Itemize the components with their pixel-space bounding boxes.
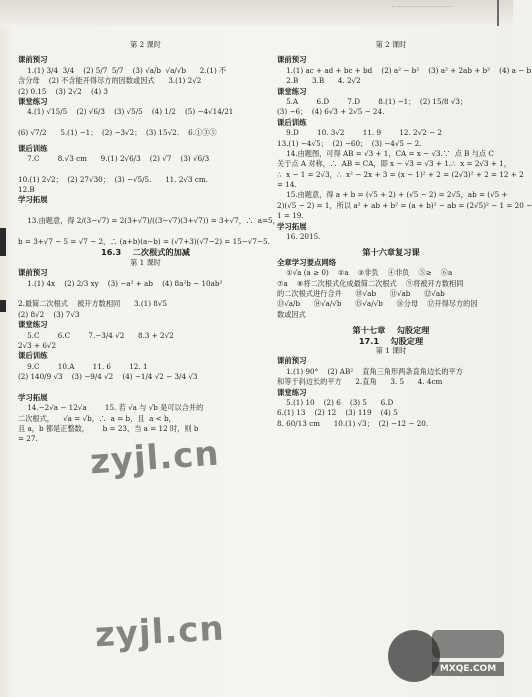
answer-line: 7.C 8.√3 cm 9.(1) 2√6/3 (2) √7 (3) √6/3 xyxy=(18,153,210,163)
section-heading: 课前预习 xyxy=(18,268,48,278)
answer-line: 且 a，b 都是正整数， b = 23，当 a = 12 时，则 b xyxy=(18,424,199,434)
answer-line: 二次根式， √a = √b，∴ a = b，且 a < b， xyxy=(18,413,176,423)
watermark-top: zyjl.cn xyxy=(88,433,221,483)
answer-line: 13.(1) −4√5； (2) −60； (3) −4√5 − 2. xyxy=(277,138,422,148)
chapter-title: 第十七章 勾股定理 xyxy=(352,325,430,336)
page-top-shadow xyxy=(0,0,513,26)
chapter-title: 16.3 二次根式的加减 xyxy=(101,247,190,258)
answer-line: 2)(√5 − 2) = 1，所以 a² + ab + b² = (a + b)² − ab = (2√5)² − 1 = 20 − xyxy=(277,200,532,210)
answer-line xyxy=(18,206,273,216)
answer-line: 2.最简二次根式 被开方数相同 3.(1) 8√5 xyxy=(18,299,168,309)
answer-line: 9.D 10. 3√2 11. 9 12. 2√2 − 2 xyxy=(277,128,442,138)
section-heading: 课堂练习 xyxy=(277,387,307,397)
answer-line xyxy=(18,289,273,299)
answer-line: 1.(1) 4x (2) 2/3 xy (3) −a² + ab (4) 8a²b − 10ab² xyxy=(18,278,223,288)
answer-line: 第 2 课时 xyxy=(130,40,161,49)
answer-line xyxy=(18,164,273,174)
answer-line: 第 1 课时 xyxy=(375,345,407,355)
section-heading: 课后训练 xyxy=(18,351,48,361)
answer-line: ⑦a ⑧将二次根式化成最简二次根式 ⑨将被开方数相同 xyxy=(277,278,464,288)
section-heading: 课堂练习 xyxy=(18,96,48,106)
binding-line xyxy=(497,0,499,26)
seal-text: MXQE.COM xyxy=(432,662,504,676)
watermark-bottom: zyjl.cn xyxy=(94,608,226,656)
answer-line xyxy=(18,383,273,393)
answer-line: 5.C 6.C 7.−3/4 √2 8.3 + 2√2 xyxy=(18,330,174,340)
answer-line: 16. 2015. xyxy=(277,232,321,242)
answer-line: (2) 140/9 √3 (3) −9/4 √2 (4) −1/4 √2 − 3/4 √3 xyxy=(18,372,198,382)
answer-line: 的二次根式进行合并 ⑩√ab ⑪√ab ⑫√ab xyxy=(277,288,445,298)
answer-line: = 27. xyxy=(18,434,38,444)
answer-line: ⑬√a/b ⑭√a/√b ⑮√a/√b ⑯分母 ⑰开得尽方的因 xyxy=(277,299,478,309)
answer-line: 4.(1) √15/5 (2) √6/3 (3) √5/5 (4) 1/2 (5) −4√14/21 xyxy=(18,107,234,117)
chapter-title: 第十六章复习课 xyxy=(362,247,420,258)
answer-column-left xyxy=(18,40,280,445)
answer-line: 数或因式 xyxy=(277,309,306,319)
answer-line xyxy=(18,227,273,237)
answer-line: 第 1 课时 xyxy=(130,257,161,267)
answer-line: 15.由题意，得 a + b = (√5 + 2) + (√5 − 2) = 2√5，ab = (√5 + xyxy=(277,190,508,200)
left-edge-mark xyxy=(0,228,6,256)
answer-line: 9.C 10.A 11. 6 12. 1 xyxy=(18,361,148,371)
section-heading: 课前预习 xyxy=(277,55,307,65)
answer-line: 8. 60/13 cm 10.(1) √3； (2) −12 − 20. xyxy=(277,418,429,428)
answer-line: 第 2 课时 xyxy=(375,40,407,49)
chapter-title: 17.1 勾股定理 xyxy=(358,335,424,346)
answer-line: ∴ x − 1 = 2√3，∴ x² − 2x + 3 = (x − 1)² + 2 = (2√3)² + 2 = 12 + 2 xyxy=(277,169,524,179)
answer-line: 1.(1) ac + ad + bc + bd (2) a² − b² (3) a² + 2ab + b² (4) a − b xyxy=(277,65,532,75)
section-heading: 学习拓展 xyxy=(18,392,48,402)
faint-marks xyxy=(392,6,452,17)
answer-line: ①√a (a ≥ 0) ②a ③非负 ④非负 ⑤≥ ⑥a xyxy=(277,268,453,278)
section-heading: 课后训练 xyxy=(18,143,48,153)
answer-line xyxy=(18,118,273,128)
left-edge-mark xyxy=(0,300,6,312)
answer-line: 6.(1) 13 (2) 12 (3) 119 (4) 5 xyxy=(277,408,398,418)
watermark-seal xyxy=(388,622,508,688)
section-heading: 课堂练习 xyxy=(277,86,307,96)
answer-line: 1 = 19. xyxy=(277,211,304,221)
answer-line: (3) −6； (4) 6√3 + 2√5 − 24. xyxy=(277,107,385,117)
seal-block xyxy=(432,630,504,658)
answer-line: 2.B 3.B 4. 2√2 xyxy=(277,76,361,86)
answer-column-right xyxy=(277,40,532,429)
answer-line: 13.由题意，得 2/(3−√7) = 2(3+√7)/((3−√7)(3+√7)) = 3+√7，∴ a=5， xyxy=(18,216,280,226)
section-heading: 全章学习要点网络 xyxy=(277,257,337,267)
answer-line: 10.(1) 2√2； (2) 27√30； (3) −√5/5. 11. 2√3 cm. xyxy=(18,174,208,184)
section-heading: 课前预习 xyxy=(277,356,307,366)
answer-line: 5.(1) 10 (2) 6 (3) 5 6.D xyxy=(277,397,394,407)
answer-line: (2) 0.15 (3) 2√2 (4) 3 xyxy=(18,86,108,96)
answer-line: 14.由题图，可得 AB = √3 + 1，CA = x − √3.∵ 点 B 与点 C xyxy=(277,148,494,158)
answer-line: 含分母 (2) 不含能开得尽方的因数或因式 3.(1) 2√2 xyxy=(18,76,202,86)
section-heading: 学习拓展 xyxy=(18,195,48,205)
answer-line: = 14. xyxy=(277,180,297,190)
answer-line: 12.B xyxy=(18,185,35,195)
answer-line: 1.(1) 90° (2) AB² 直角三角形两条直角边长的平方 xyxy=(277,366,463,376)
section-heading: 课前预习 xyxy=(18,55,48,65)
section-heading: 课堂练习 xyxy=(18,320,48,330)
section-heading: 课后训练 xyxy=(277,117,307,127)
section-heading: 学习拓展 xyxy=(277,221,307,231)
answer-line: (2) 8√2 (3) 7√3 xyxy=(18,309,80,319)
answer-line: b = 3+√7 − 5 = √7 − 2，∴ (a+b)(a−b) = (√7+3)(√7−2) = 15−√7−5. xyxy=(18,237,270,247)
answer-line: 和等于斜边长的平方 2.直角 3. 5 4. 4cm xyxy=(277,377,443,387)
answer-line: 关于点 A 对称，∴ AB = CA，即 x − √3 = √3 + 1.∴ x = 2√3 + 1， xyxy=(277,159,511,169)
answer-line: 5.A 6.D 7.D 8.(1) −1； (2) 15/8 √3； xyxy=(277,96,468,106)
answer-line: 2√3 + 6√2 xyxy=(18,340,57,350)
answer-line: 14.−2√a − 12√a 15. 若 √a 与 √b 是可以合并的 xyxy=(18,403,204,413)
answer-line: (6) √7/2 5.(1) −1； (2) −3√2； (3) 15√2. 6.①③⑤ xyxy=(18,128,217,138)
answer-line: 1.(1) 3/4 3/4 (2) 5/7 5/7 (3) √a/b √a/√b 2.(1) 不 xyxy=(18,65,227,75)
